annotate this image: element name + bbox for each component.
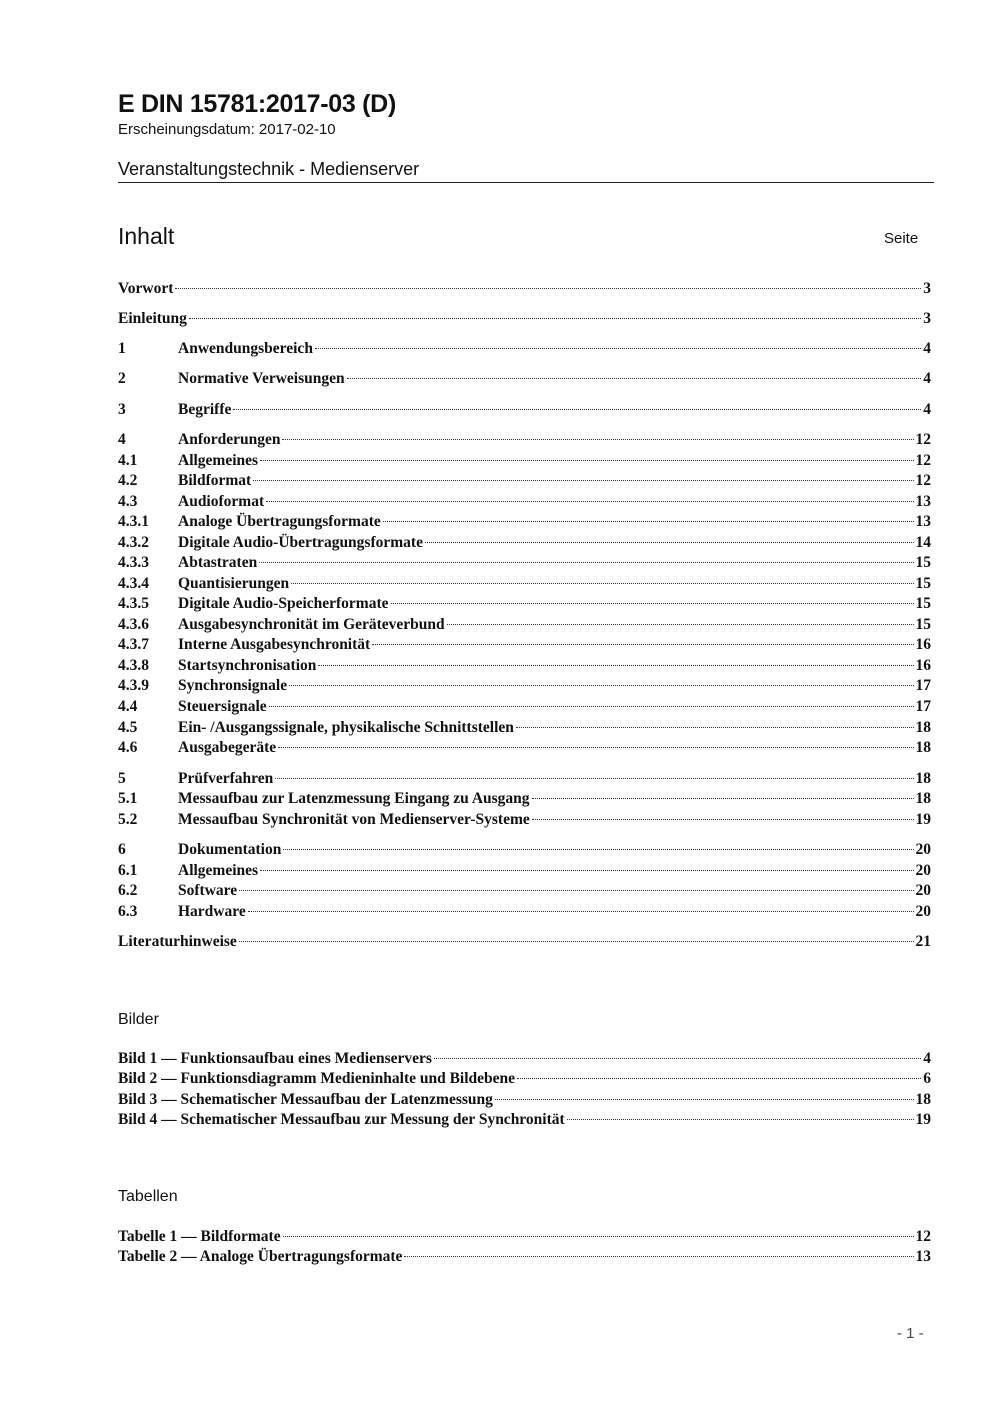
toc-entry-title: Audioformat [178,493,265,510]
toc-leader [383,521,914,522]
toc-entry-number: 4 [118,431,126,448]
toc-entry-page: 19 [915,811,931,828]
toc-entry-title: Abtastraten [178,554,258,571]
toc-leader [434,1058,921,1059]
toc-leader [259,562,913,563]
toc-entry[interactable] [118,790,931,810]
toc-leader [282,439,913,440]
toc-leader [289,685,913,686]
toc-leader [260,460,913,461]
toc-leader [233,409,921,410]
toc-entry-number: 5.1 [118,790,138,807]
toc-entry[interactable] [118,862,931,882]
table-entry-title: Tabelle 1 — Bildformate [118,1228,281,1245]
toc-entry-page: 4 [923,370,931,387]
toc-leader [175,288,921,289]
toc-entry-page: 12 [915,472,931,489]
toc-leader [495,1099,914,1100]
toc-entry-page: 14 [915,534,931,551]
toc-entry-title: Digitale Audio-Speicherformate [178,595,389,612]
toc-entry[interactable] [118,770,931,790]
toc-leader [567,1119,914,1120]
toc-entry[interactable] [118,534,931,554]
toc-entry[interactable] [118,310,931,330]
toc-entry-number: 4.5 [118,719,138,736]
toc-entry-page: 17 [915,698,931,715]
toc-entry-title: Messaufbau Synchronität von Medienserver-Systeme [178,811,530,828]
tables-heading: Tabellen [118,1188,178,1205]
toc-entry-number: 4.3.4 [118,575,149,592]
toc-entry-title: Normative Verweisungen [178,370,345,387]
toc-leader [425,542,914,543]
figure-entry-page: 4 [923,1050,931,1067]
toc-leader [283,849,913,850]
toc-leader [283,1236,914,1237]
toc-entry[interactable] [118,370,931,390]
toc-entry-page: 18 [915,719,931,736]
toc-entry-page: 12 [915,452,931,469]
page-number: - 1 - [897,1325,924,1342]
toc-entry-title: Interne Ausgabesynchronität [178,636,371,653]
toc-entry[interactable] [118,739,931,759]
toc-entry-number: 6.1 [118,862,138,879]
toc-entry-title: Ein- /Ausgangssignale, physikalische Schnittstellen [178,719,514,736]
toc-entry-number: 6.2 [118,882,138,899]
toc-entry-title: Startsynchronisation [178,657,317,674]
toc-entry[interactable] [118,513,931,533]
toc-entry-page: 21 [915,933,931,950]
toc-entry[interactable] [118,841,931,861]
figures-heading: Bilder [118,1011,159,1028]
figure-entry-title: Bild 1 — Funktionsaufbau eines Medienservers [118,1050,432,1067]
toc-entry-page: 15 [915,595,931,612]
figure-entry-page: 18 [915,1091,931,1108]
publication-date: Erscheinungsdatum: 2017-02-10 [118,121,336,138]
toc-entry-title: Dokumentation [178,841,282,858]
toc-heading: Inhalt [118,223,175,249]
toc-entry[interactable] [118,698,931,718]
toc-leader [391,603,914,604]
toc-entry-title: Steuersignale [178,698,267,715]
toc-entry-page: 4 [923,401,931,418]
toc-leader [315,348,921,349]
toc-entry-page: 18 [915,739,931,756]
toc-entry-page: 20 [915,882,931,899]
toc-entry-title: Synchronsignale [178,677,288,694]
toc-page-column-label: Seite [884,230,919,247]
toc-entry[interactable] [118,472,931,492]
figure-entry[interactable] [118,1091,931,1111]
table-entry-page: 13 [915,1248,931,1265]
toc-entry[interactable] [118,616,931,636]
toc-entry-title: Anwendungsbereich [178,340,313,357]
toc-entry[interactable] [118,493,931,513]
toc-entry[interactable] [118,933,931,953]
toc-entry-number: 1 [118,340,126,357]
toc-entry[interactable] [118,452,931,472]
figure-entry-page: 19 [915,1111,931,1128]
toc-entry-title: Vorwort [118,280,174,297]
toc-entry-number: 6.3 [118,903,138,920]
toc-entry-page: 16 [915,657,931,674]
figure-entry[interactable] [118,1111,931,1131]
toc-entry-number: 4.3.6 [118,616,149,633]
toc-entry-number: 2 [118,370,126,387]
toc-leader [275,778,913,779]
toc-entry-number: 4.3.2 [118,534,149,551]
toc-entry-title: Allgemeines [178,862,259,879]
toc-leader [372,644,913,645]
toc-entry-number: 4.3.8 [118,657,149,674]
toc-leader [517,1078,921,1079]
toc-entry-page: 3 [923,280,931,297]
toc-leader [404,1256,913,1257]
toc-entry-number: 3 [118,401,126,418]
toc-entry-title: Quantisierungen [178,575,290,592]
toc-entry-page: 17 [915,677,931,694]
toc-entry-page: 15 [915,554,931,571]
toc-entry[interactable] [118,811,931,831]
toc-entry[interactable] [118,575,931,595]
toc-leader [248,911,914,912]
toc-entry[interactable] [118,401,931,421]
toc-entry-page: 13 [915,493,931,510]
toc-entry-title: Bildformat [178,472,252,489]
toc-entry-title: Digitale Audio-Übertragungsformate [178,534,423,551]
toc-leader [266,501,913,502]
toc-entry[interactable] [118,657,931,677]
toc-entry-number: 4.3.3 [118,554,149,571]
toc-entry[interactable] [118,719,931,739]
toc-entry-title: Hardware [178,903,246,920]
toc-leader [239,941,914,942]
toc-entry[interactable] [118,903,931,923]
toc-entry-page: 20 [915,862,931,879]
toc-entry-title: Ausgabegeräte [178,739,277,756]
toc-entry-page: 4 [923,340,931,357]
toc-entry-title: Literaturhinweise [118,933,237,950]
toc-entry[interactable] [118,340,931,360]
toc-entry-title: Begriffe [178,401,232,418]
toc-entry-page: 20 [915,841,931,858]
toc-entry[interactable] [118,431,931,451]
toc-leader [291,583,913,584]
toc-entry-number: 5 [118,770,126,787]
figure-entry-title: Bild 2 — Funktionsdiagramm Medieninhalte und Bildebene [118,1070,516,1087]
toc-entry[interactable] [118,554,931,574]
toc-entry-number: 4.3.1 [118,513,149,530]
toc-leader [278,747,913,748]
toc-entry-page: 15 [915,616,931,633]
toc-leader [189,318,921,319]
toc-leader [253,480,913,481]
toc-entry-number: 4.1 [118,452,138,469]
table-entry[interactable] [118,1228,931,1248]
toc-entry-number: 4.3.9 [118,677,149,694]
table-entry[interactable] [118,1248,931,1268]
toc-entry-title: Anforderungen [178,431,281,448]
toc-entry-number: 5.2 [118,811,138,828]
figure-entry[interactable] [118,1070,931,1090]
toc-leader [269,706,914,707]
toc-leader [260,870,913,871]
toc-leader [347,378,922,379]
toc-leader [532,798,914,799]
toc-entry[interactable] [118,280,931,300]
toc-entry-page: 3 [923,310,931,327]
document-id: E DIN 15781:2017-03 (D) [118,90,396,118]
toc-entry-title: Allgemeines [178,452,259,469]
toc-entry-number: 4.2 [118,472,138,489]
table-entry-page: 12 [915,1228,931,1245]
toc-entry-title: Ausgabesynchronität im Geräteverbund [178,616,445,633]
toc-entry-number: 4.4 [118,698,138,715]
toc-entry-title: Einleitung [118,310,187,327]
toc-entry[interactable] [118,677,931,697]
toc-leader [447,624,914,625]
toc-entry-page: 12 [915,431,931,448]
toc-entry-page: 13 [915,513,931,530]
toc-entry-page: 20 [915,903,931,920]
toc-entry-number: 6 [118,841,126,858]
toc-entry-page: 15 [915,575,931,592]
figure-entry[interactable] [118,1050,931,1070]
toc-entry[interactable] [118,595,931,615]
toc-entry-number: 4.3.7 [118,636,149,653]
toc-entry-page: 18 [915,790,931,807]
toc-entry-title: Software [178,882,238,899]
table-entry-title: Tabelle 2 — Analoge Übertragungsformate [118,1248,403,1265]
toc-entry[interactable] [118,882,931,902]
toc-entry-number: 4.6 [118,739,138,756]
toc-leader [318,665,913,666]
figure-entry-title: Bild 4 — Schematischer Messaufbau zur Messung der Synchronität [118,1111,565,1128]
toc-entry-title: Prüfverfahren [178,770,274,787]
toc-leader [239,890,913,891]
toc-leader [532,819,914,820]
toc-entry-number: 4.3 [118,493,138,510]
toc-entry-title: Messaufbau zur Latenzmessung Eingang zu Ausgang [178,790,530,807]
figure-entry-page: 6 [923,1070,931,1087]
toc-leader [516,727,914,728]
toc-entry-title: Analoge Übertragungsformate [178,513,381,530]
toc-entry[interactable] [118,636,931,656]
toc-entry-number: 4.3.5 [118,595,149,612]
toc-entry-page: 16 [915,636,931,653]
toc-entry-page: 18 [915,770,931,787]
figure-entry-title: Bild 3 — Schematischer Messaufbau der Latenzmessung [118,1091,493,1108]
title-rule [118,182,934,183]
document-title: Veranstaltungstechnik - Medienserver [118,159,420,179]
